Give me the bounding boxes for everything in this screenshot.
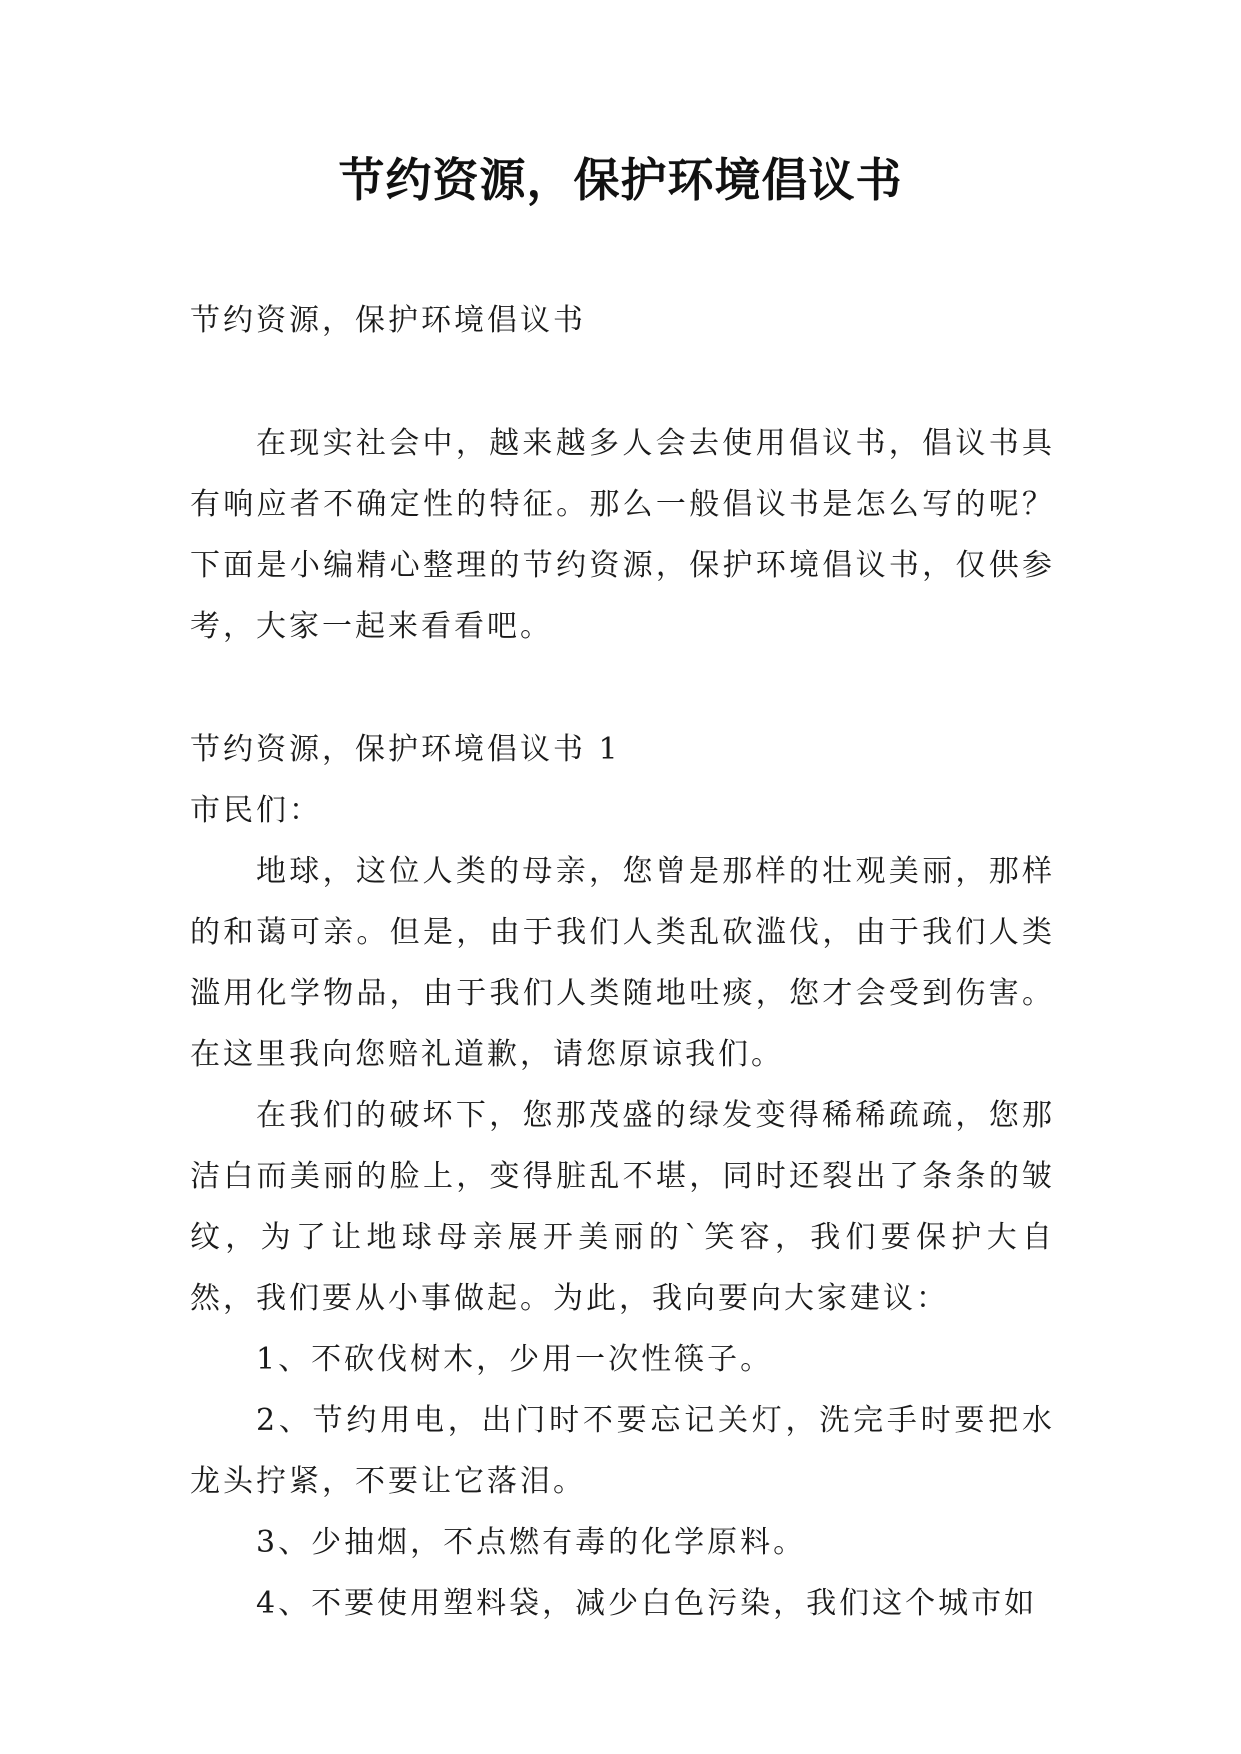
list-item: 2、节约用电，出门时不要忘记关灯，洗完手时要把水龙头拧紧，不要让它落泪。	[190, 1403, 1055, 1499]
section-title: 节约资源，保护环境倡议书 1	[190, 732, 621, 767]
salutation: 市民们：	[190, 793, 322, 828]
body-paragraph: 在我们的破坏下，您那茂盛的绿发变得稀稀疏疏，您那洁白而美丽的脸上，变得脏乱不堪，同时还裂出了条条的皱纹，为了让地球母亲展开美丽的`笑容，我们要保护大自然，我们要从小事做起。为此，我向要向大家建议：	[190, 1098, 1055, 1316]
intro-paragraph: 在现实社会中，越来越多人会去使用倡议书，倡议书具有响应者不确定性的特征。那么一般倡议书是怎么写的呢？下面是小编精心整理的节约资源，保护环境倡议书，仅供参考，大家一起来看看吧。	[190, 426, 1055, 644]
document-title: 节约资源，保护环境倡议书	[338, 153, 903, 207]
list-item: 1、不砍伐树木，少用一次性筷子。	[256, 1342, 774, 1377]
document-body	[190, 290, 1055, 1634]
body-paragraph: 地球，这位人类的母亲，您曾是那样的壮观美丽，那样的和蔼可亲。但是，由于我们人类乱砍滥伐，由于我们人类滥用化学物品，由于我们人类随地吐痰，您才会受到伤害。在这里我向您赔礼道歉，请您原谅我们。	[190, 854, 1055, 1072]
document-subtitle: 节约资源，保护环境倡议书	[190, 303, 586, 338]
list-item: 4、不要使用塑料袋，减少白色污染，我们这个城市如	[256, 1586, 1038, 1621]
list-item: 3、少抽烟，不点燃有毒的化学原料。	[256, 1525, 807, 1560]
